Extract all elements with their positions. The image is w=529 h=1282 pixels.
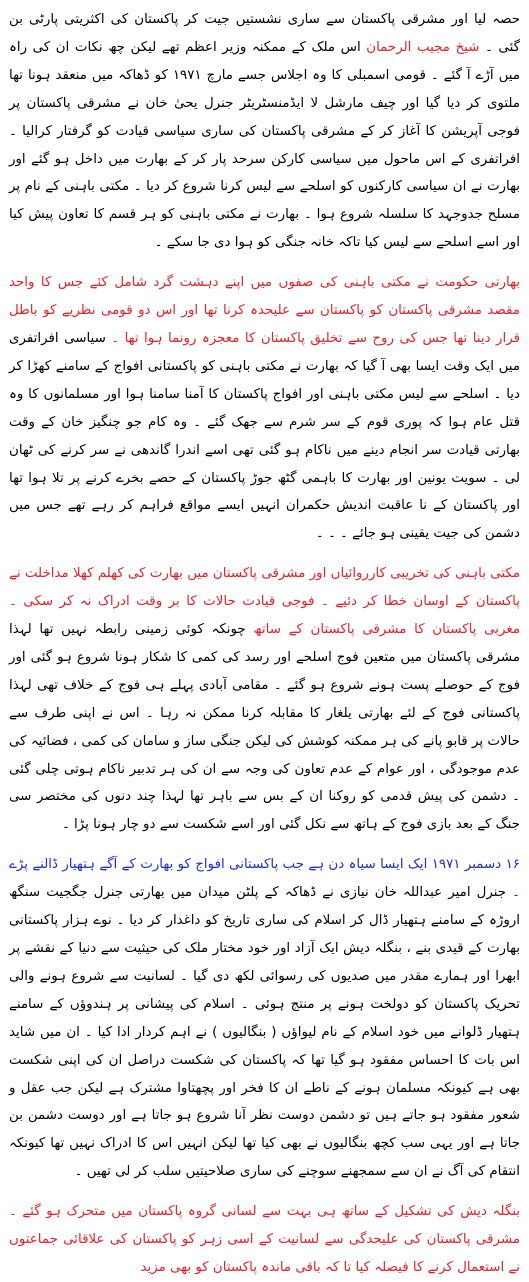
paragraph-4-text: جنرل امیر عبداللہ خان نیازی نے ڈھاکہ کے پلٹن میدان میں بھارتی جنرل جگجیت سنگھ اروڑہ کے سامنے ہتھیار ڈال کر اسلام کی ساری تاریخ کو داغدار کر دیا ۔ نوے ہزار پاکستانی بھارت کے قیدی بنے ، بنگلہ دیش ایک آزاد اور خود مختار ملک کی حیثیت سے دنیا کے نقشے پر ابھرا اور ہمارے مقدر میں صدیوں کی رسوائی لکھ دی گیا ۔ لسانیت سے شروع ہونے والی تحریک پاکستان کو دولخت ہونے پر منتج ہوئی ۔ اسلام کی پیشانی پر ہندوؤں کے سامنے ہتھیار ڈلوانے میں خود اسلام کے نام لیواؤں ( بنگالیوں ) نے اہم کردار ادا کیا ۔ ان میں شاید اس بات کا احساس مفقود ہو گیا تھا کہ پاکستان کی شکست دراصل ان کی اپنی شکست بھی ہے کیونکہ مسلمان ہونے کے ناطے ان کا فخر اور پچھتاوا مشترک ہے لیکن جب عقل و شعور مفقود ہو جاتے ہیں تو دشمن دوست نظر آنا شروع ہو جاتا ہے اور دوست دشمن بن جاتا ہے اور یہی سب کچھ بنگالیوں نے بھی کیا تھا لیکن انہیں اس کا ادراک نہیں تھا کیونکہ انتقام کی آگ نے ان سے سمجھنے سوچنے کی ساری صلاحیتیں سلب کر لی تھیں ۔ [9,885,520,1180]
paragraph-1-text-a: حصہ لیا اور مشرقی پاکستان سے ساری نشستیں جیت کر پاکستان کی اکثریتی پارٹی بن گئی ۔ [9,12,521,55]
paragraph-2 [9,269,520,548]
paragraph-1-text-b: اس ملک کے ممکنہ وزیر اعظم تھے لیکن چھ نکات ان کی راہ میں آڑے آ گئے ۔ قومی اسمبلی کا وہ اجلاس جسے مارچ ۱۹۷۱ کو ڈھاکہ میں منعقد ہونا تھا ملتوی کر دیا گیا اور چیف مارشل لا ایڈمنسٹریٹر جنرل یحیٰ خان نے مشرقی پاکستان پر فوجی آپریشن کا آغاز کر کے مشرقی پاکستان کی ساری سیاسی قیادت کو گرفتار کرالیا ۔ افراتفری کے اس ماحول میں سیاسی کارکن سرحد پار کر کے بھارت میں داخل ہو گئے اور بھارت نے ان سیاسی کارکنوں کو اسلحے سے لیس کرنا شروع کر دیا ۔ مکتی باہنی کے نام پر مسلح جدوجہد کا سلسلہ شروع ہوا ۔ بھارت نے مکتی باہنی کو ہر قسم کا تعاون پیش کیا اور اسے اسلحے سے لیس کیا تاکہ خانہ جنگی کو ہوا دی جا سکے ۔ [9,39,520,251]
highlight-sheikh-mujib: شیخ مجیب الرحمان [366,39,480,55]
highlight-indian-government: بھارتی حکومت نے مکتی باہنی کی صفوں میں اپنے دہشت گرد شامل کئے جس کا واحد مقصد مشرقی پاکستان کو پاکستان سے علیحدہ کرنا تھا اور اس دو قومی نظریے کو باطل قرار دینا تھا جس کی روح سے تخلیق پاکستان کا معجزہ رونما ہوا تھا ۔ [9,275,520,346]
highlight-16-december: ۱۶ دسمبر ۱۹۷۱ ایک ایسا سیاہ دن ہے جب پاکستانی افواج کو بھارت کے آگے ہتھیار ڈالنے پڑے ۔ [9,857,520,901]
highlight-mukti-bahini: مکتی باہنی کی تخریبی کارروائیاں اور مشرقی پاکستان میں بھارت کی کھلم کھلا مداخلت نے پاکستان کے اوسان خطا کر دئیے ۔ فوجی قیادت حالات کا بر وقت ادراک نہ کر سکی ۔ مغربی پاکستان کا مشرقی پاکستان کے ساتھ [9,566,520,638]
paragraph-3-text: چونکہ کوئی زمینی رابطہ نہیں تھا لہذا مشرقی پاکستان میں متعین فوج اسلحے اور رسد کی کمی کا شکار ہونا شروع ہو گئی اور فوج کے حوصلے پست ہونے شروع ہو گئے ۔ مقامی آبادی پہلے ہی فوج کے خلاف تھی لہذا پاکستانی فوج کے لئے بھارتی یلغار کا مقابلہ کرنا ممکن نہ رہا ۔ اس نے اپنی طرف سے حالات پر قابو پانے کی ہر ممکنہ کوشش کی لیکن جنگی ساز و سامان کی کمی ، فضائیہ کی عدم موجودگی ، اور عوام کے عدم تعاون کی وجہ سے ان کی ہر تدبیر ناکام ہوتی چلی گئی ۔ دشمن کی پیش قدمی کو روکنا ان کے بس سے باہر تھا لہذا چند دنوں کی مختصر سی جنگ کے بعد بازی فوج کے ہاتھ سے نکل گئی اور اسے شکست سے دو چار ہونا پڑا ۔ [9,622,520,833]
paragraph-2-text: سیاسی افراتفری میں ایک وقت ایسا بھی آ گیا کہ بھارت نے مکتی باہنی کو پاکستانی افواج کے سامنے کھڑا کر دیا ۔ اسلحے سے لیس مکتی باہنی اور افواج پاکستان کا آمنا سامنا ہوا اور مسلمانوں کا وہ قتل عام ہوا کہ پوری قوم کے سر شرم سے جھک گئے ۔ وہ کام جو چنگیز خان کے وقت بھارتی قیادت سر انجام دینے میں ناکام ہو گئی تھی اسے اندرا گاندھی نے سر کرنے کی ٹھان لی ۔ سویت یونین اور بھارت کا باہمی گٹھ جوڑ پاکستان کے حصے بخرے کرنے پر تلا ہوا تھا اور پاکستان کے نا عاقبت اندیش حکمران انہیں ایسے مواقع فراہم کر رہے تھے جس میں دشمن کی جیت یقینی ہو جائے ۔ ۔ ۔ [9,330,520,542]
paragraph-4 [9,851,520,1186]
paragraph-1 [9,6,520,257]
highlight-bangladesh-formation: بنگلہ دیش کی تشکیل کے ساتھ ہی بہت سے لسانی گروہ پاکستان میں متحرک ہو گئے ۔ مشرقی پاکستان کی علیحدگی سے لسانیت کے اسی زہر کو پاکستان کی علاقائی جماعتوں نے استعمال کرنے کا فیصلہ کیا تا کہ باقی ماندہ پاکستان کو بھی مزید [9,1204,520,1275]
paragraph-5 [9,1198,520,1282]
paragraph-3 [9,560,520,839]
